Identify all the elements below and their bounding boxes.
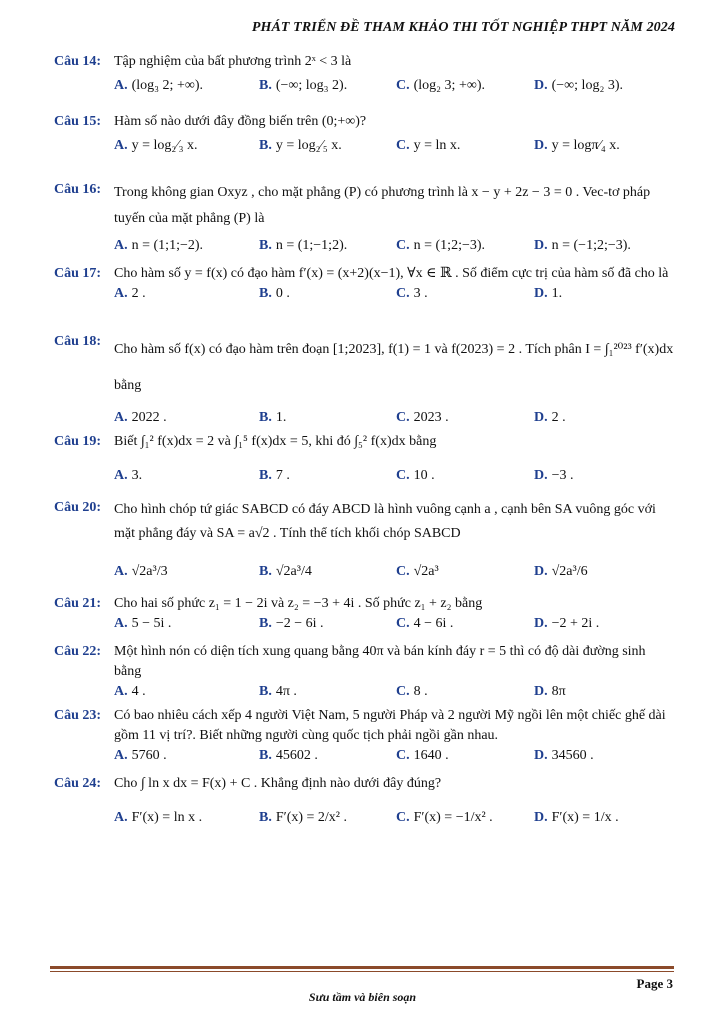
option-a: A. 5760 . (114, 748, 167, 763)
option-d: D. 1. (534, 286, 563, 301)
option-b: B. √2a³/4 (259, 564, 312, 579)
option-c: C. 4 − 6i . (396, 616, 454, 631)
option-d: D. (−∞; log₂ 3). (534, 78, 623, 93)
option-a: A. 5 − 5i . (114, 616, 172, 631)
footer-rule-thin (50, 971, 674, 972)
option-d: D. √2a³/6 (534, 564, 588, 579)
option-d: D. 2 . (534, 410, 566, 425)
question-text: Cho hàm số f(x) có đạo hàm trên đoạn [1;2023], f(1) = 1 và f(2023) = 2 . Tích phân I = ∫₁²⁰²³ f′(x)dx bằng (114, 342, 674, 393)
question-14 (54, 52, 674, 98)
question-23 (54, 706, 674, 768)
option-b: B. y = log₂⁄₅ x. (259, 138, 342, 153)
option-a: A. 2 . (114, 286, 146, 301)
option-d: D. y = logπ⁄₄ x. (534, 138, 620, 153)
option-b: B. 7 . (259, 468, 290, 483)
option-b: B. n = (1;−1;2). (259, 238, 348, 253)
option-d: D. −2 + 2i . (534, 616, 600, 631)
option-a: A. (log₃ 2; +∞). (114, 78, 203, 93)
question-16 (54, 180, 674, 258)
option-c: C. y = ln x. (396, 138, 461, 153)
page-number: Page 3 (636, 976, 673, 991)
question-number: Câu 20: (54, 500, 102, 515)
question-text: Cho hình chóp tứ giác SABCD có đáy ABCD là hình vuông cạnh a , cạnh bên SA vuông góc với mặt phẳng đáy và SA = a√2 . Tính thể tích khối chóp SABCD (114, 502, 656, 541)
option-b: B. (−∞; log₃ 2). (259, 78, 348, 93)
question-number: Câu 18: (54, 334, 102, 349)
option-a: A. √2a³/3 (114, 564, 168, 579)
question-19 (54, 432, 674, 488)
option-c: C. F′(x) = −1/x² . (396, 810, 493, 825)
question-21 (54, 594, 674, 636)
option-d: D. −3 . (534, 468, 574, 483)
question-number: Câu 17: (54, 266, 102, 281)
question-18 (54, 332, 674, 430)
question-number: Câu 21: (54, 596, 102, 611)
question-15 (54, 112, 674, 158)
option-b: B. F′(x) = 2/x² . (259, 810, 347, 825)
question-20 (54, 498, 674, 584)
option-d: D. 34560 . (534, 748, 594, 763)
question-17 (54, 264, 674, 306)
option-b: B. 45602 . (259, 748, 318, 763)
option-d: D. n = (−1;2;−3). (534, 238, 631, 253)
question-text: Trong không gian Oxyz , cho mặt phẳng (P) có phương trình là x − y + 2z − 3 = 0 . Vec-tơ pháp tuyến của mặt phẳng (P) là (114, 185, 651, 226)
option-c: C. 2023 . (396, 410, 449, 425)
option-a: A. 3. (114, 468, 143, 483)
option-c: C. 8 . (396, 684, 428, 699)
question-text: Cho hai số phức z₁ = 1 − 2i và z₂ = −3 + 4i . Số phức z₁ + z₂ bằng (114, 596, 483, 611)
option-a: A. 4 . (114, 684, 146, 699)
question-text: Biết ∫₁² f(x)dx = 2 và ∫₁⁵ f(x)dx = 5, khi đó ∫₅² f(x)dx bằng (114, 434, 437, 449)
option-c: C. n = (1;2;−3). (396, 238, 486, 253)
question-number: Câu 19: (54, 434, 102, 449)
option-b: B. −2 − 6i . (259, 616, 324, 631)
question-number: Câu 23: (54, 708, 102, 723)
question-number: Câu 22: (54, 644, 102, 659)
question-text: Cho hàm số y = f(x) có đạo hàm f′(x) = (x+2)(x−1), ∀x ∈ ℝ . Số điểm cực trị của hàm số đã cho là (114, 266, 669, 281)
option-a: A. 2022 . (114, 410, 167, 425)
option-d: D. F′(x) = 1/x . (534, 810, 619, 825)
footer-credit: Sưu tầm và biên soạn (308, 990, 417, 1004)
option-c: C. 10 . (396, 468, 435, 483)
option-d: D. 8π (534, 684, 566, 699)
option-b: B. 1. (259, 410, 287, 425)
question-text: Cho ∫ ln x dx = F(x) + C . Khẳng định nào dưới đây đúng? (114, 776, 442, 791)
option-a: A. F′(x) = ln x . (114, 810, 203, 825)
option-c: C. √2a³ (396, 564, 439, 579)
footer-rule (50, 966, 674, 969)
option-c: C. (log₂ 3; +∞). (396, 78, 485, 93)
question-number: Câu 24: (54, 776, 102, 791)
option-c: C. 3 . (396, 286, 428, 301)
question-text: Một hình nón có diện tích xung quang bằng 40π và bán kính đáy r = 5 thì có độ dài đường sinh bằng (114, 644, 646, 679)
question-text: Tập nghiệm của bất phương trình 2ˣ < 3 là (114, 54, 352, 69)
option-a: A. y = log₂⁄₃ x. (114, 138, 198, 153)
option-c: C. 1640 . (396, 748, 449, 763)
option-b: B. 4π . (259, 684, 297, 699)
question-number: Câu 14: (54, 54, 102, 69)
question-number: Câu 15: (54, 114, 102, 129)
question-22 (54, 642, 674, 704)
page-header: PHÁT TRIỂN ĐỀ THAM KHẢO THI TỐT NGHIỆP THPT NĂM 2024 (251, 20, 675, 35)
question-24 (54, 774, 674, 830)
option-a: A. n = (1;1;−2). (114, 238, 204, 253)
question-text: Có bao nhiêu cách xếp 4 người Việt Nam, 5 người Pháp và 2 người Mỹ ngồi lên một chiếc ghế dài gồm 11 vị trí?. Biết những người cùng quốc tịch phải ngồi gần nhau. (114, 708, 666, 743)
option-b: B. 0 . (259, 286, 290, 301)
question-text: Hàm số nào dưới đây đồng biến trên (0;+∞)? (114, 114, 367, 129)
question-number: Câu 16: (54, 182, 102, 197)
